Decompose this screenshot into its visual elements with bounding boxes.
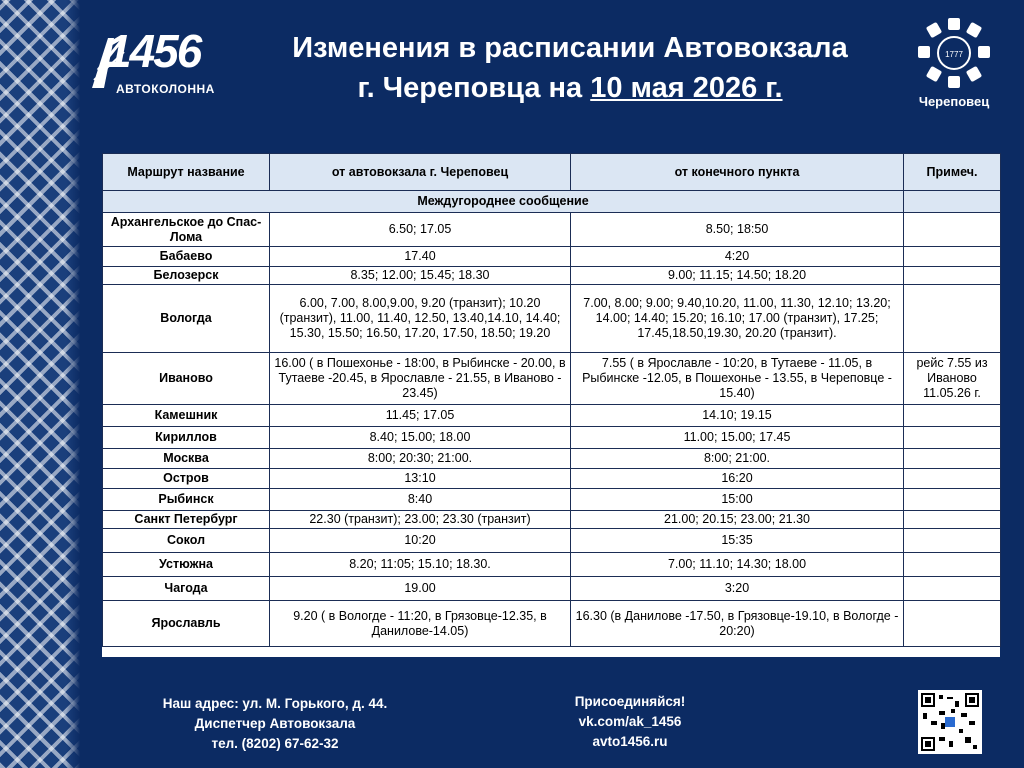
table-row: [103, 489, 1001, 511]
header-from-terminal: от конечного пункта: [571, 154, 904, 191]
departure-times-cell: 8:00; 20:30; 21:00.: [270, 449, 571, 469]
departure-times-cell: 8.40; 15.00; 18.00: [270, 427, 571, 449]
note-cell: [904, 405, 1001, 427]
logo-number: 1456: [106, 25, 201, 77]
schedule-table: [102, 153, 1001, 647]
route-name-cell: Иваново: [103, 353, 270, 405]
dispatcher-line: Диспетчер Автовокзала: [194, 716, 356, 731]
departure-times-cell: 10:20: [270, 529, 571, 553]
footer-join: [540, 692, 720, 752]
route-name-cell: Ярославль: [103, 601, 270, 647]
emblem-year: 1777: [945, 50, 963, 59]
route-name-cell: Сокол: [103, 529, 270, 553]
note-cell: [904, 577, 1001, 601]
logo-text: АВТОКОЛОННА: [116, 82, 215, 96]
return-times-cell: 11.00; 15.00; 17.45: [571, 427, 904, 449]
route-name-cell: Устюжна: [103, 553, 270, 577]
return-times-cell: 3:20: [571, 577, 904, 601]
departure-times-cell: 22.30 (транзит); 23.00; 23.30 (транзит): [270, 511, 571, 529]
table-row: [103, 469, 1001, 489]
vk-link[interactable]: vk.com/ak_1456: [578, 714, 682, 729]
departure-times-cell: 9.20 ( в Вологде - 11:20, в Грязовце-12.35, в Данилове-14.05): [270, 601, 571, 647]
logo-avtokolonna: [88, 24, 218, 106]
route-name-cell: Архангельское до Спас-Лома: [103, 213, 270, 247]
title-line-1: Изменения в расписании Автовокзала: [292, 32, 848, 64]
header-note: Примеч.: [904, 154, 1001, 191]
return-times-cell: 14.10; 19.15: [571, 405, 904, 427]
return-times-cell: 4:20: [571, 247, 904, 267]
page-title: [230, 28, 910, 108]
note-cell: [904, 267, 1001, 285]
note-cell: [904, 601, 1001, 647]
table-row: [103, 449, 1001, 469]
return-times-cell: 9.00; 11.15; 14.50; 18.20: [571, 267, 904, 285]
route-name-cell: Камешник: [103, 405, 270, 427]
title-prefix: г. Череповца на: [357, 72, 591, 104]
departure-times-cell: 6.00, 7.00, 8.00,9.00, 9.20 (транзит); 10.20 (транзит), 11.00, 11.40, 12.50, 13.40,14.10, 14.40; 15.30, 15.50; 16.50, 17.20, 17.50, 18.50; 19.20: [270, 285, 571, 353]
departure-times-cell: 6.50; 17.05: [270, 213, 571, 247]
table-header-row: [103, 154, 1001, 191]
return-times-cell: 7.00; 11.10; 14.30; 18.00: [571, 553, 904, 577]
route-name-cell: Рыбинск: [103, 489, 270, 511]
departure-times-cell: 8.35; 12.00; 15.45; 18.30: [270, 267, 571, 285]
return-times-cell: 15:00: [571, 489, 904, 511]
section-row: [103, 191, 1001, 213]
route-name-cell: Остров: [103, 469, 270, 489]
route-name-cell: Белозерск: [103, 267, 270, 285]
table-row: [103, 267, 1001, 285]
table-row: [103, 577, 1001, 601]
departure-times-cell: 11.45; 17.05: [270, 405, 571, 427]
return-times-cell: 8.50; 18:50: [571, 213, 904, 247]
return-times-cell: 21.00; 20.15; 23.00; 21.30: [571, 511, 904, 529]
header-route: Маршрут название: [103, 154, 270, 191]
table-row: [103, 405, 1001, 427]
departure-times-cell: 19.00: [270, 577, 571, 601]
return-times-cell: 7.00, 8.00; 9.00; 9.40,10.20, 11.00, 11.30, 12.10; 13.20; 14.00; 14.40; 15.20; 16.10; 17.00 (транзит), 17.25; 17.45,18.50,19.30, 20.20 (транзит).: [571, 285, 904, 353]
departure-times-cell: 13:10: [270, 469, 571, 489]
section-note-cell: [904, 191, 1001, 213]
title-date: 10 мая 2026 г.: [590, 72, 783, 104]
join-line: Присоединяйся!: [574, 694, 686, 709]
table-row: [103, 427, 1001, 449]
table-row: [103, 353, 1001, 405]
city-emblem-icon: [914, 16, 994, 92]
note-cell: [904, 489, 1001, 511]
table-row: [103, 213, 1001, 247]
note-cell: [904, 511, 1001, 529]
note-cell: [904, 247, 1001, 267]
return-times-cell: 16.30 (в Данилове -17.50, в Грязовце-19.10, в Вологде - 20:20): [571, 601, 904, 647]
table-row: [103, 601, 1001, 647]
note-cell: [904, 553, 1001, 577]
route-name-cell: Кириллов: [103, 427, 270, 449]
route-name-cell: Санкт Петербург: [103, 511, 270, 529]
table-row: [103, 553, 1001, 577]
route-name-cell: Чагода: [103, 577, 270, 601]
qr-code-icon[interactable]: [918, 690, 982, 754]
departure-times-cell: 17.40: [270, 247, 571, 267]
note-cell: [904, 529, 1001, 553]
departure-times-cell: 8:40: [270, 489, 571, 511]
section-title: Междугороднее сообщение: [103, 191, 904, 213]
title-line-2: [230, 68, 910, 108]
header-from-station: от автовокзала г. Череповец: [270, 154, 571, 191]
note-cell: [904, 427, 1001, 449]
site-link[interactable]: avto1456.ru: [592, 734, 668, 749]
route-name-cell: Вологда: [103, 285, 270, 353]
table-row: [103, 247, 1001, 267]
table-row: [103, 529, 1001, 553]
note-cell: [904, 213, 1001, 247]
departure-times-cell: 16.00 ( в Пошехонье - 18:00, в Рыбинске - 20.00, в Тутаеве -20.45, в Ярославле - 21.55, в Иваново - 23.45): [270, 353, 571, 405]
city-name: Череповец: [918, 94, 990, 109]
table-row: [103, 511, 1001, 529]
address-line: Наш адрес: ул. М. Горького, д. 44.: [162, 696, 388, 711]
phone-line: тел. (8202) 67-62-32: [211, 736, 339, 751]
schedule-table-container: [102, 153, 1000, 657]
route-name-cell: Москва: [103, 449, 270, 469]
note-cell: [904, 449, 1001, 469]
note-cell: [904, 285, 1001, 353]
return-times-cell: 7.55 ( в Ярославле - 10:20, в Тутаеве - 11.05, в Рыбинске -12.05, в Пошехонье - 13.55, в Череповце - 15.40): [571, 353, 904, 405]
decorative-pattern: [0, 0, 80, 768]
return-times-cell: 16:20: [571, 469, 904, 489]
logo-cherepovets: [914, 16, 994, 112]
return-times-cell: 8:00; 21:00.: [571, 449, 904, 469]
footer-address: [140, 694, 410, 754]
departure-times-cell: 8.20; 11:05; 15.10; 18.30.: [270, 553, 571, 577]
route-name-cell: Бабаево: [103, 247, 270, 267]
table-row: [103, 285, 1001, 353]
return-times-cell: 15:35: [571, 529, 904, 553]
note-cell: рейс 7.55 из Иваново 11.05.26 г.: [904, 353, 1001, 405]
note-cell: [904, 469, 1001, 489]
